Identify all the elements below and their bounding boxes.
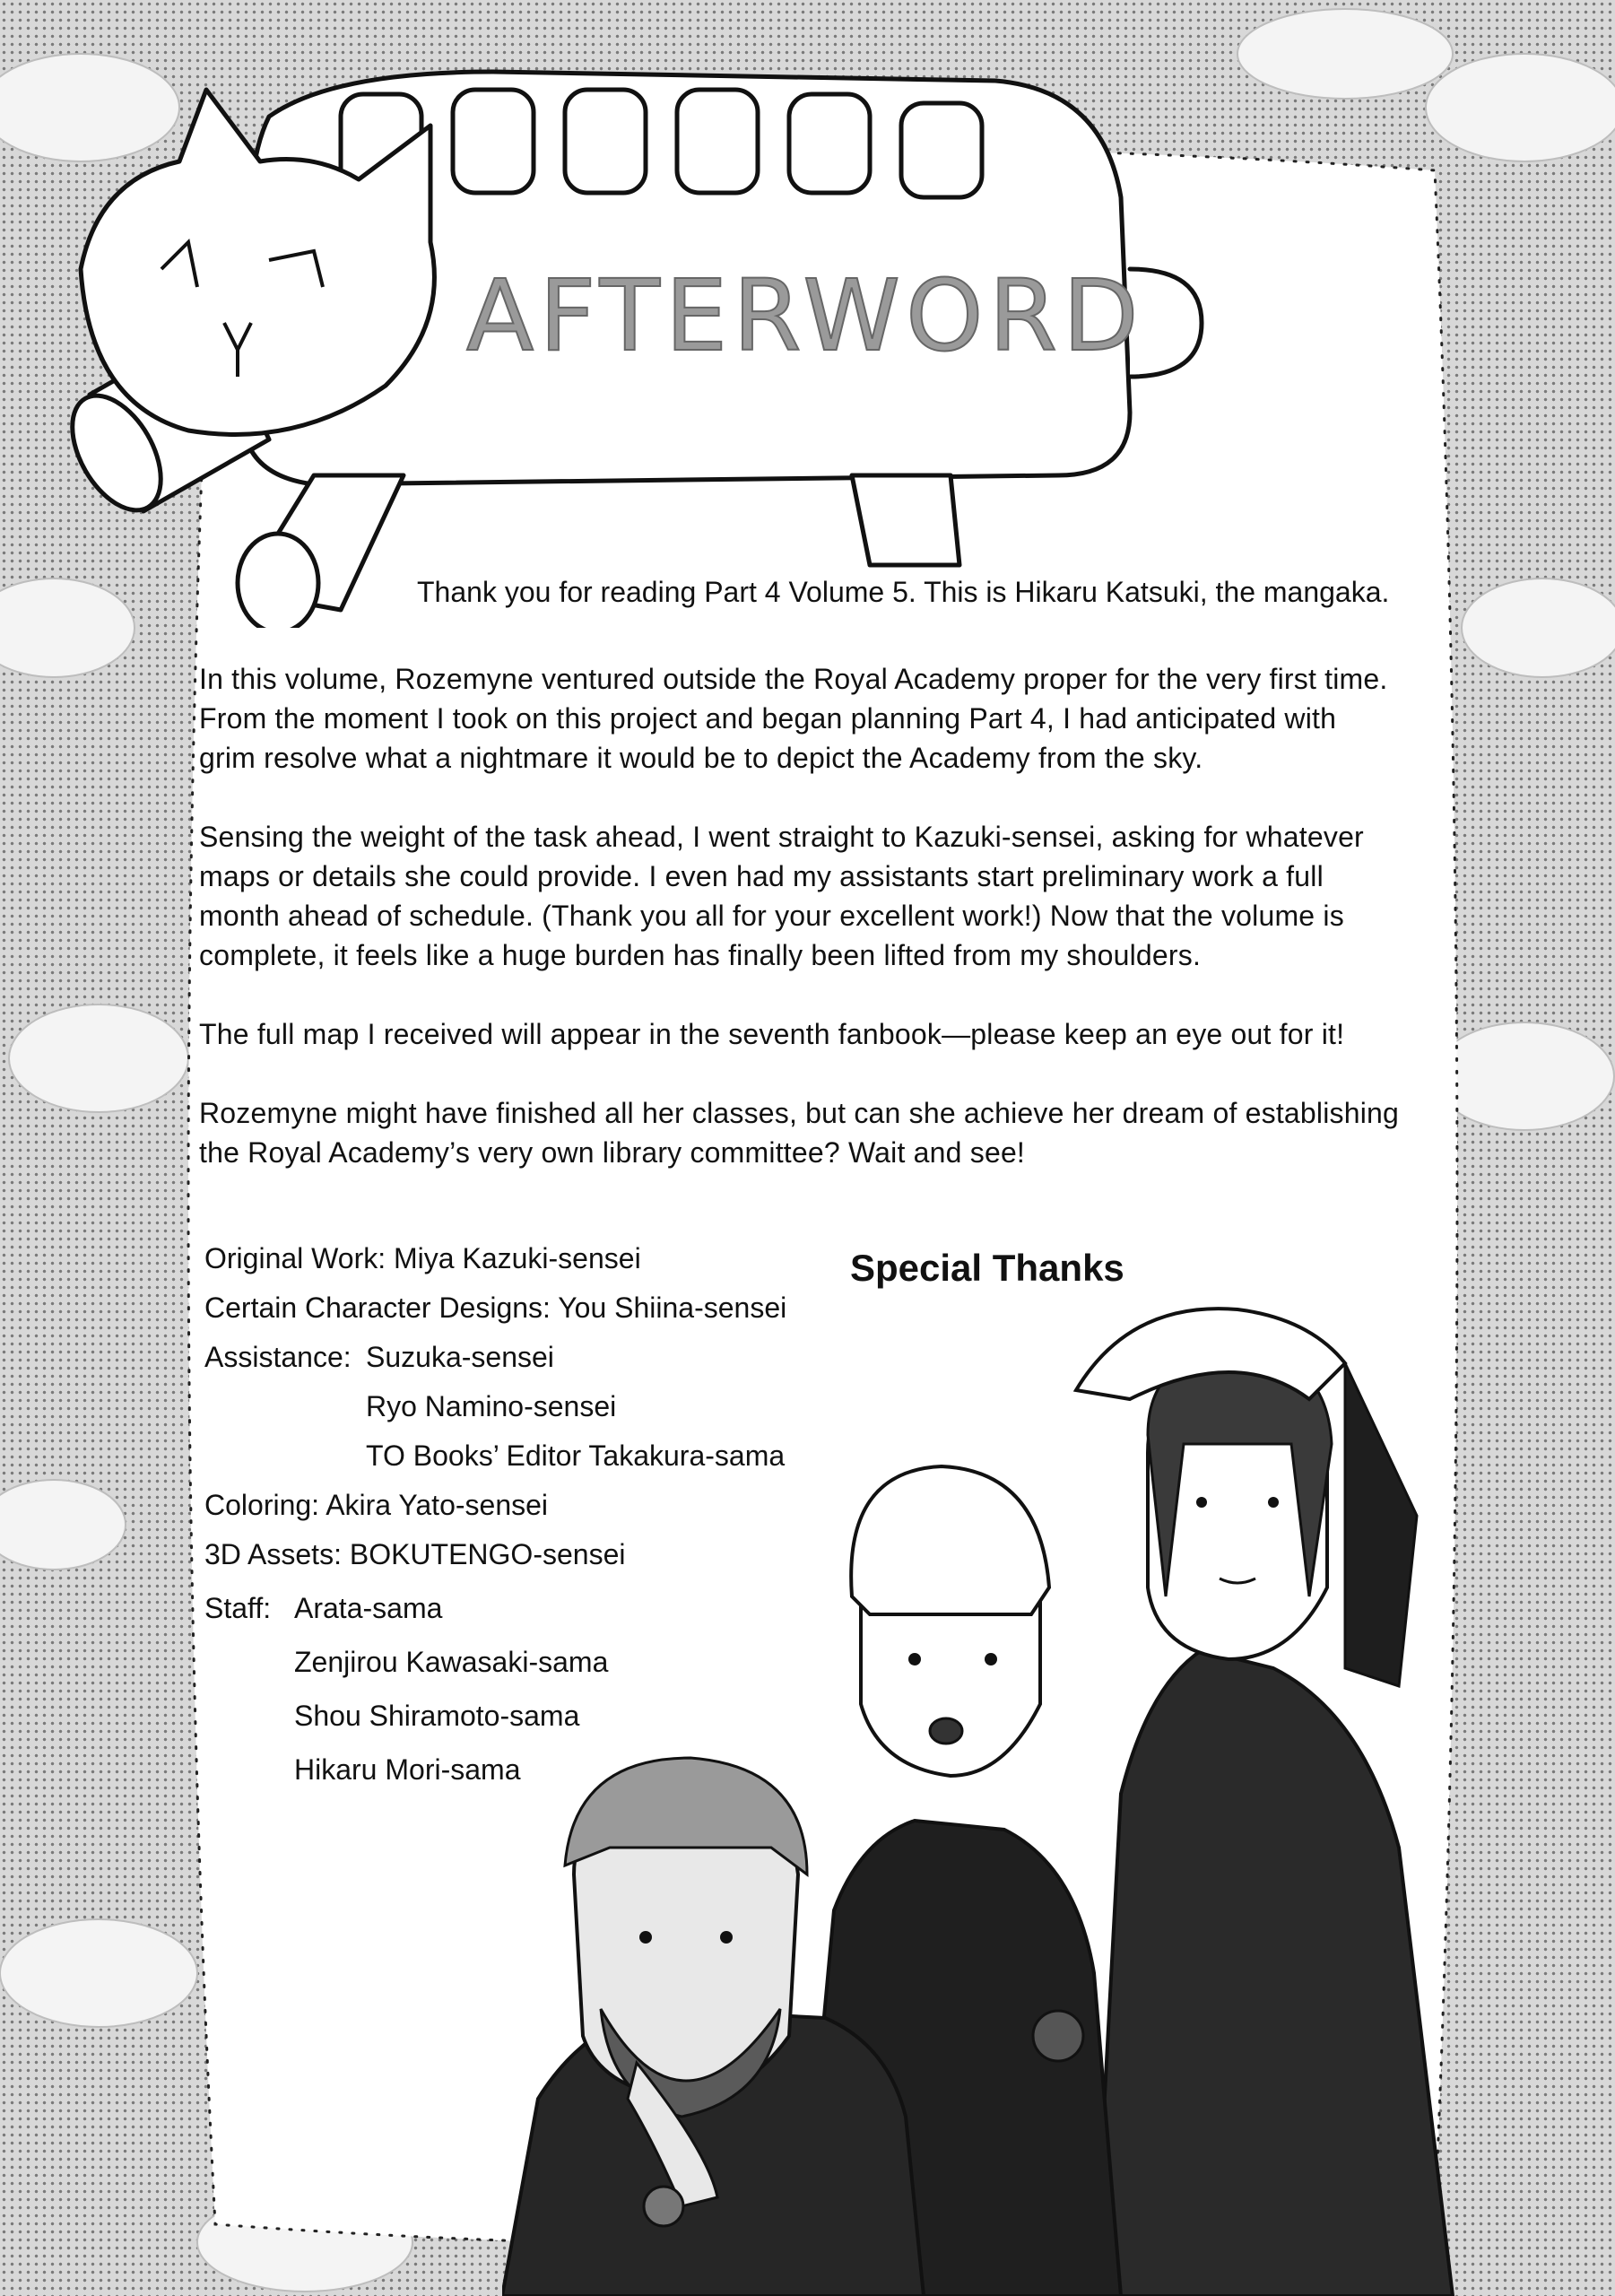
afterword-body (199, 659, 1401, 1172)
credit-character-designs: Certain Character Designs: You Shiina-sensei (204, 1292, 787, 1324)
text-line: The full map I received will appear in the seventh fanbook—please keep an eye out for it! (199, 1018, 1345, 1050)
tall-man-figure (1076, 1309, 1453, 2296)
paragraph-3 (199, 1014, 1401, 1054)
intro-line: Thank you for reading Part 4 Volume 5. This is Hikaru Katsuki, the mangaka. (417, 576, 1390, 608)
credit-3d-assets: 3D Assets: BOKUTENGO-sensei (204, 1538, 626, 1570)
credit-coloring: Coloring: Akira Yato-sensei (204, 1489, 549, 1521)
text-line: grim resolve what a nightmare it would be to depict the Academy from the sky. (199, 742, 1203, 774)
special-thanks-heading: Special Thanks (850, 1247, 1124, 1289)
text-line: maps or details she could provide. I even had my assistants start preliminary work a full (199, 860, 1324, 892)
credit-staff-4: Hikaru Mori-sama (294, 1753, 521, 1786)
credit-staff-3: Shou Shiramoto-sama (294, 1700, 580, 1732)
credit-assistance-label: Assistance: (204, 1341, 352, 1373)
credit-assistance-2: Ryo Namino-sensei (366, 1390, 617, 1422)
text-line: complete, it feels like a huge burden has finally been lifted from my shoulders. (199, 939, 1202, 971)
text-line: In this volume, Rozemyne ventured outside the Royal Academy proper for the very first time. (199, 663, 1388, 695)
credit-staff-2: Zenjirou Kawasaki-sama (294, 1646, 609, 1678)
paragraph-2 (199, 817, 1401, 975)
paragraph-1 (199, 659, 1401, 778)
paragraph-4 (199, 1093, 1401, 1172)
credit-staff-label: Staff: (204, 1592, 272, 1624)
text-line: From the moment I took on this project and began planning Part 4, I had anticipated with (199, 702, 1337, 735)
credit-assistance-3: TO Books’ Editor Takakura-sama (366, 1439, 786, 1472)
cat-bus-drawing (45, 54, 1220, 628)
text-line: month ahead of schedule. (Thank you all for your excellent work!) Now that the volume is (199, 900, 1344, 932)
afterword-title: AFTERWORD (466, 258, 1144, 373)
text-line: Rozemyne might have finished all her classes, but can she achieve her dream of establishing (199, 1097, 1400, 1129)
credit-staff-1: Arata-sama (294, 1592, 443, 1624)
text-line: the Royal Academy’s very own library committee? Wait and see! (199, 1136, 1026, 1169)
text-line: Sensing the weight of the task ahead, I went straight to Kazuki-sensei, asking for whatever (199, 821, 1364, 853)
credit-assistance-1: Suzuka-sensei (366, 1341, 554, 1373)
three-characters-illustration (502, 1292, 1614, 2296)
credit-original-work: Original Work: Miya Kazuki-sensei (204, 1242, 641, 1274)
